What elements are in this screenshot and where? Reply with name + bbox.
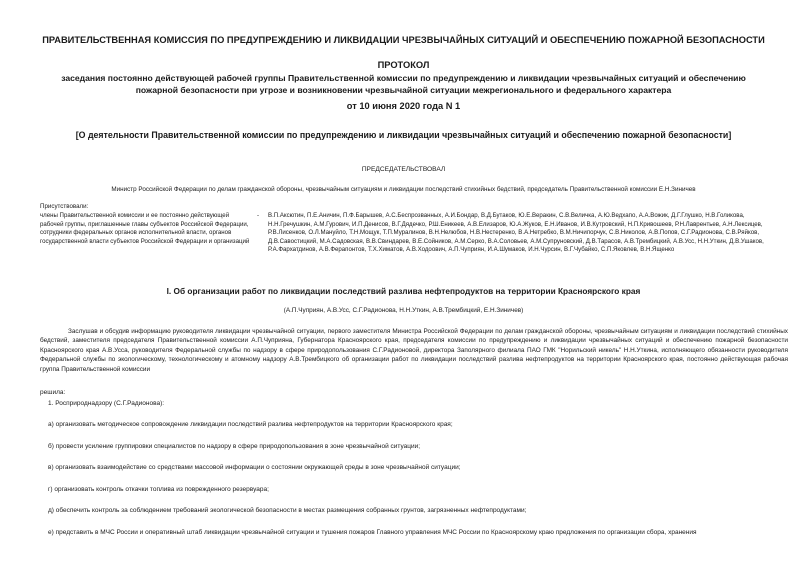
document-topic: [О деятельности Правительственной комиссии по предупреждению и ликвидации чрезвычайных ситуаций и обеспечению пожарной безопасности] — [75, 130, 732, 140]
section-paragraph: Заслушав и обсудив информацию руководителя ликвидации чрезвычайной ситуации, первого заместителя Министра Российской Федерации по делам гражданской обороны, чрезвычайным ситуациям и ликвидации последствий стихийных бедствий, заместителя председателя Правительственной комиссии А.П.Чуприяна, Губернатора Красноярского края, председателя комиссии по предупреждению и ликвидации чрезвычайных ситуаций и обеспечению пожарной безопасности Красноярского края А.В.Усса, руководителя Федеральной службы по надзору в сфере природопользования С.Г.Радионовой, директора Заполярного филиала ПАО ГМК "Норильский никель" Н.Н.Уткина, исполняющего обязанности руководителя Федеральной службы по экологическому, технологическому и атомному надзору А.В.Трембицкого об организации работ по ликвидации последствий разлива нефтепродуктов на территории Красноярского края, постоянно действующая рабочая группа Правительственной комиссии — [40, 328, 788, 373]
document-subtitle: заседания постоянно действующей рабочей группы Правительственной комиссии по предупреждению и ликвидации чрезвычайных ситуаций и обеспечению пожарной безопасности при угрозе и возникновении чрезвычайной ситуации межрегионального и федерального характера — [61, 73, 746, 95]
attendees-names: В.П.Аксютин, П.Е.Аничин, П.Ф.Барышев, А.С.Беспрозванных, А.И.Бондар, В.Д.Бутаков, Ю.Е.Веракин, С.В.Величка, А.Ю.Ведхапо, А.А.Вожик, Д.Г.Глушко, Н.В.Голикова, Н.Н.Гречушкин, А.М.Гурович, И.П.Денисов, В.Г.Дядечко, Р.Ш.Еникеев, А.В.Елизаров, Ю.А.Жуков, Е.Н.Иванов, И.В.Кутровский, Н.П.Кривошеев, Р.Н.Лаврентьев, А.Н.Лексицев, Р.В.Лисенков, О.Л.Мануйло, Т.Н.Мощук, Т.П.Муралинов, В.Н.Нелюбов, Н.В.Нестеренко, В.А.Нетребко, В.М.Ничипорчук, С.В.Николов, А.В.Попов, С.Г.Радионова, С.В.Ряйков, Д.В.Савостицкий, М.А.Садовская, В.В.Свиндарев, В.Е.Сойников, А.М.Серко, В.А.Соловьев, А.М.Супруновский, Д.В.Тарасов, А.В.Трембицкий, А.В.Усс, Н.Н.Уткин, Д.В.Ушаков, Р.А.Фархатдинов, А.В.Ферапонтов, Т.Х.Химатов, А.В.Ходоович, А.П.Чуприян, И.А.Шумаков, И.Н.Чурсин, В.Г.Чубайко, С.П.Яковлев, В.Н.Ященко — [268, 212, 764, 254]
list-item: 1. Росприроднадзору (С.Г.Радионова): — [48, 400, 165, 407]
attendees-label: Присутствовали: — [40, 203, 89, 210]
list-item: д) обеспечить контроль за соблюдением требований экологической безопасности в местах размещения собранных грунтов, загрязненных нефтепродуктами; — [48, 507, 527, 514]
presiding-heading: ПРЕДСЕДАТЕЛЬСТВОВАЛ — [361, 166, 446, 173]
section-heading: I. Об организации работ по ликвидации последствий разлива нефтепродуктов на территории Красноярского края — [166, 286, 641, 296]
document-type: ПРОТОКОЛ — [377, 60, 430, 70]
attendees-group-description: члены Правительственной комиссии и ее постоянно действующей рабочей группы, приглашенные главы субъектов Российской Федерации, сотрудники федеральных органов исполнительной власти, органов государственной власти субъектов Российской Федерации и организаций — [40, 212, 250, 245]
list-item: г) организовать контроль откачки топлива из поврежденного резервуара; — [48, 486, 269, 493]
presiding-text: Министр Российской Федерации по делам гражданской обороны, чрезвычайным ситуациям и ликвидации последствий стихийных бедствий, председатель Правительственной комиссии Е.Н.Зиничев — [111, 186, 696, 193]
list-item: е) представить в МЧС России и оперативный штаб ликвидации чрезвычайной ситуации и тушения пожаров Главного управления МЧС России по Красноярскому краю предложения по организации сбора, хранения — [48, 529, 697, 536]
document-date: от 10 июня 2020 года N 1 — [346, 101, 461, 111]
list-item: в) организовать взаимодействие со средствами массовой информации о состоянии окружающей среды в зоне чрезвычайной ситуации; — [48, 464, 461, 471]
decided-label: решила: — [40, 389, 66, 396]
attendees-dash: - — [257, 212, 260, 219]
section-speakers: (А.П.Чуприян, А.В.Усс, С.Г.Радионова, Н.Н.Уткин, А.В.Трембицкий, Е.Н.Зиничев) — [283, 307, 524, 314]
list-item: б) провести усиление группировки специалистов по надзору в сфере природопользования в зоне чрезвычайной ситуации; — [48, 443, 421, 450]
list-item: а) организовать методическое сопровождение ликвидации последствий разлива нефтепродуктов на территории Красноярского края; — [48, 421, 453, 428]
commission-title: ПРАВИТЕЛЬСТВЕННАЯ КОМИССИЯ ПО ПРЕДУПРЕЖДЕНИЮ И ЛИКВИДАЦИИ ЧРЕЗВЫЧАЙНЫХ СИТУАЦИЙ И ОБЕСПЕЧЕНИЮ ПОЖАРНОЙ БЕЗОПАСНОСТИ — [42, 35, 765, 45]
